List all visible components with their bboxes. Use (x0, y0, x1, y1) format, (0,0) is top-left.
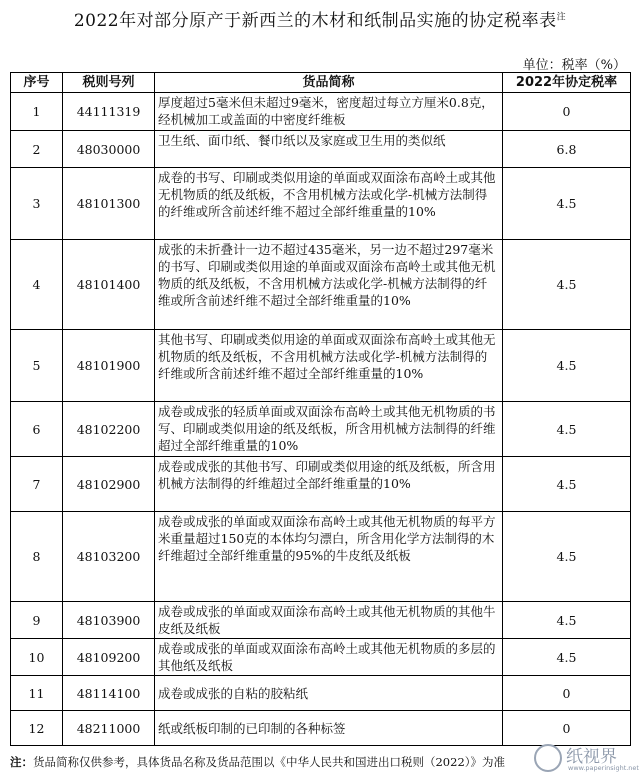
row-code: 48109200 (63, 639, 155, 676)
footnote (10, 754, 505, 770)
row-number: 3 (11, 168, 63, 240)
row-name: 厚度超过5毫米但未超过9毫米，密度超过每立方厘米0.8克，经机械加工或盖面的中密度纤维板 (155, 93, 503, 131)
row-name: 成卷或成张的单面或双面涂布高岭土或其他无机物质的多层的其他纸及纸板 (155, 639, 503, 676)
table-row (11, 240, 631, 330)
row-name: 纸或纸板印制的已印制的各种标签 (155, 711, 503, 746)
row-name: 卫生纸、面巾纸、餐巾纸以及家庭或卫生用的类似纸 (155, 131, 503, 168)
row-rate: 0 (503, 93, 631, 131)
row-number: 2 (11, 131, 63, 168)
table-header-row (11, 73, 631, 93)
logo-text: 纸视界 (566, 747, 617, 767)
row-rate: 0 (503, 676, 631, 711)
row-name: 成卷的书写、印刷或类似用途的单面或双面涂布高岭土或其他无机物质的纸及纸板，不含用机械方法或化学-机械方法制得的纤维或所含前述纤维不超过全部纤维重量的10% (155, 168, 503, 240)
row-number: 9 (11, 602, 63, 639)
row-code: 48102200 (63, 402, 155, 457)
row-number: 10 (11, 639, 63, 676)
row-rate: 4.5 (503, 602, 631, 639)
row-code: 44111319 (63, 93, 155, 131)
row-rate: 4.5 (503, 402, 631, 457)
row-code: 48101900 (63, 330, 155, 402)
table-row (11, 93, 631, 131)
row-code: 48211000 (63, 711, 155, 746)
table-row (11, 330, 631, 402)
footnote-label: 注： (10, 755, 33, 769)
header-code: 税则号列 (63, 73, 155, 93)
row-rate: 6.8 (503, 131, 631, 168)
table-row (11, 168, 631, 240)
table-row (11, 131, 631, 168)
row-rate: 4.5 (503, 457, 631, 512)
row-code: 48030000 (63, 131, 155, 168)
row-number: 1 (11, 93, 63, 131)
title-text: 2022年对部分原产于新西兰的木材和纸制品实施的协定税率表 (73, 11, 557, 31)
row-number: 5 (11, 330, 63, 402)
row-code: 48103200 (63, 512, 155, 602)
watermark-logo (534, 742, 639, 776)
row-code: 48114100 (63, 676, 155, 711)
title-note-marker: 注 (556, 12, 567, 23)
table-body (11, 93, 631, 746)
row-number: 8 (11, 512, 63, 602)
table-row (11, 602, 631, 639)
unit-label: 单位：税率（%） (522, 58, 626, 73)
row-rate: 4.5 (503, 512, 631, 602)
row-name: 成张的未折叠计一边不超过435毫米，另一边不超过297毫米的书写、印刷或类似用途的单面或双面涂布高岭土或其他无机物质的纸及纸板，不含用机械方法或化学-机械方法制得的纤维或所含前述纤维不超过全部纤维重量的10% (155, 240, 503, 330)
row-name: 成卷或成张的单面或双面涂布高岭土或其他无机物质的每平方米重量超过150克的本体均匀漂白，所含用化学方法制得的木纤维超过全部纤维重量的95%的牛皮纸及纸板 (155, 512, 503, 602)
header-name: 货品简称 (155, 73, 503, 93)
table-row (11, 512, 631, 602)
row-number: 11 (11, 676, 63, 711)
row-rate: 0 (503, 711, 631, 746)
table-row (11, 639, 631, 676)
row-name: 成卷或成张的轻质单面或双面涂布高岭土或其他无机物质的书写、印刷或类似用途的纸及纸板，所含用机械方法制得的纤维超过全部纤维重量的10% (155, 402, 503, 457)
row-name: 成卷或成张的自粘的胶粘纸 (155, 676, 503, 711)
row-rate: 4.5 (503, 240, 631, 330)
logo-url: www.paperinsight.net (568, 764, 639, 772)
row-name: 其他书写、印刷或类似用途的单面或双面涂布高岭土或其他无机物质的纸及纸板，不含用机械方法或化学-机械方法制得的纤维或所含前述纤维不超过全部纤维重量的10% (155, 330, 503, 402)
row-rate: 4.5 (503, 330, 631, 402)
row-number: 6 (11, 402, 63, 457)
row-name: 成卷或成张的单面或双面涂布高岭土或其他无机物质的其他牛皮纸及纸板 (155, 602, 503, 639)
row-code: 48101400 (63, 240, 155, 330)
page-title (0, 6, 640, 31)
table-row (11, 676, 631, 711)
table-row (11, 711, 631, 746)
header-no: 序号 (11, 73, 63, 93)
row-rate: 4.5 (503, 639, 631, 676)
row-code: 48103900 (63, 602, 155, 639)
header-rate: 2022年协定税率 (503, 73, 631, 93)
footnote-text: 货品简称仅供参考，具体货品名称及货品范围以《中华人民共和国进出口税则（2022）》为准 (33, 755, 506, 769)
table-row (11, 457, 631, 512)
row-number: 12 (11, 711, 63, 746)
logo-icon (534, 744, 562, 772)
row-number: 4 (11, 240, 63, 330)
table-row (11, 402, 631, 457)
row-number: 7 (11, 457, 63, 512)
row-code: 48102900 (63, 457, 155, 512)
row-code: 48101300 (63, 168, 155, 240)
row-name: 成卷或成张的其他书写、印刷或类似用途的纸及纸板，所含用机械方法制得的纤维超过全部纤维重量的10% (155, 457, 503, 512)
row-rate: 4.5 (503, 168, 631, 240)
tariff-table (10, 72, 631, 746)
